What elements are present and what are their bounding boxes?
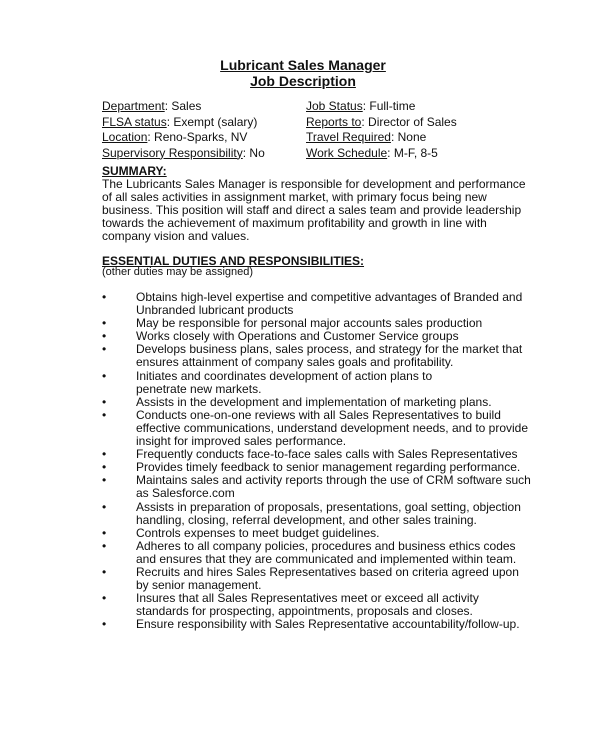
duty-list-item	[102, 540, 531, 566]
duty-list-item	[102, 527, 531, 540]
field-value: : No	[242, 145, 265, 160]
duty-text-line: Ensure responsibility with Sales Representative accountability/follow-up.	[136, 617, 520, 632]
field-value: : Exempt (salary)	[166, 114, 258, 129]
duty-list-item	[102, 409, 531, 448]
summary-line: The Lubricants Sales Manager is responsible for development and performance	[102, 177, 526, 191]
duty-text-line: Initiates and coordinates development of action plans to	[136, 368, 433, 383]
duty-text-line: Unbranded lubricant products	[136, 303, 294, 318]
summary-line: of all sales activities in assignment market, with primary focus being new	[102, 190, 487, 205]
summary-line: company vision and values.	[102, 229, 250, 244]
bullet-icon: •	[102, 447, 107, 462]
duty-text-line: Maintains sales and activity reports through the use of CRM software such	[136, 473, 531, 488]
field-value: : M-F, 8-5	[387, 145, 438, 160]
bullet-icon: •	[102, 407, 107, 422]
duties-list	[102, 291, 531, 631]
bullet-icon: •	[102, 342, 107, 357]
duty-text-line: ensures attainment of company sales goals and profitability.	[136, 355, 454, 370]
field-row	[306, 99, 457, 115]
field-label: Reports to	[306, 114, 362, 129]
bullet-icon: •	[102, 473, 107, 488]
field-label: Work Schedule	[306, 145, 388, 160]
field-label: Job Status	[306, 99, 363, 113]
field-row	[102, 115, 265, 131]
duty-text-line: standards for prospecting, appointments, proposals and closes.	[136, 604, 473, 619]
field-value: : Full-time	[362, 99, 416, 113]
duty-list-item	[102, 618, 531, 631]
field-value: : Reno-Sparks, NV	[147, 130, 248, 144]
duties-note: (other duties may be assigned)	[102, 266, 254, 278]
duty-text-line: Insures that all Sales Representatives meet or exceed all activity	[136, 591, 479, 606]
field-row	[102, 99, 265, 115]
field-row	[102, 130, 265, 146]
bullet-icon: •	[102, 617, 107, 632]
bullet-icon: •	[102, 525, 107, 540]
duty-text-line: handling, closing, referral development, and other sales training.	[136, 512, 477, 527]
field-label: FLSA status	[102, 114, 167, 129]
duty-list-item	[102, 566, 531, 592]
field-label: Travel Required	[306, 130, 391, 144]
duty-list-item	[102, 343, 531, 369]
duty-list-item	[102, 474, 531, 500]
field-label: Location	[102, 130, 148, 144]
duty-text-line: effective communications, understand development needs, and to provide	[136, 420, 529, 435]
duty-list-item	[102, 370, 531, 396]
summary-heading: SUMMARY:	[102, 164, 167, 178]
bullet-icon: •	[102, 394, 107, 409]
field-label: Supervisory Responsibility	[102, 145, 243, 160]
bullet-icon: •	[102, 290, 107, 304]
bullet-icon: •	[102, 564, 107, 579]
duty-text-line: Develops business plans, sales process, and strategy for the market that	[136, 342, 523, 357]
duty-text-line: Assists in preparation of proposals, presentations, goal setting, objection	[136, 499, 521, 514]
duty-text-line: May be responsible for personal major accounts sales production	[136, 316, 483, 331]
field-row	[306, 115, 457, 131]
duty-list-item	[102, 291, 531, 317]
field-row	[306, 130, 457, 146]
duties-heading: ESSENTIAL DUTIES AND RESPONSIBILITIES:	[102, 254, 365, 268]
duty-text-line: as Salesforce.com	[136, 486, 235, 501]
bullet-icon: •	[102, 591, 107, 606]
summary-line: business. This position will staff and direct a sales team and provide leadership	[102, 203, 522, 218]
duty-text-line: Recruits and hires Sales Representatives based on criteria agreed upon	[136, 564, 519, 579]
document-subtitle: Job Description	[250, 73, 356, 89]
bullet-icon: •	[102, 329, 107, 344]
duty-text-line: penetrate new markets.	[136, 381, 262, 396]
field-label: Department	[102, 99, 165, 113]
duty-text-line: Obtains high-level expertise and competitive advantages of Branded and	[136, 290, 523, 304]
field-value: : None	[390, 130, 427, 144]
bullet-icon: •	[102, 538, 107, 553]
duty-list-item	[102, 396, 531, 409]
duty-text-line: insight for improved sales performance.	[136, 434, 347, 449]
duty-list-item	[102, 501, 531, 527]
duty-text-line: Works closely with Operations and Customer Service groups	[136, 329, 459, 344]
field-row	[102, 146, 265, 162]
duty-text-line: Assists in the development and implementation of marketing plans.	[136, 394, 492, 409]
summary-line: towards the achievement of maximum profitability and growth in line with	[102, 216, 487, 231]
field-value: : Director of Sales	[361, 114, 457, 129]
bullet-icon: •	[102, 460, 107, 475]
duty-text-line: Conducts one-on-one reviews with all Sales Representatives to build	[136, 407, 501, 422]
field-row	[306, 146, 457, 162]
duty-text-line: Frequently conducts face-to-face sales calls with Sales Representatives	[136, 447, 518, 462]
bullet-icon: •	[102, 316, 107, 331]
bullet-icon: •	[102, 368, 107, 383]
duty-list-item	[102, 592, 531, 618]
fields-right-column	[306, 99, 457, 161]
duty-text-line: Adheres to all company policies, procedures and business ethics codes	[136, 538, 516, 553]
bullet-icon: •	[102, 499, 107, 514]
duty-text-line: Controls expenses to meet budget guidelines.	[136, 525, 380, 540]
summary-text	[102, 178, 526, 243]
fields-left-column	[102, 99, 265, 161]
duty-text-line: Provides timely feedback to senior management regarding performance.	[136, 460, 521, 475]
field-value: : Sales	[164, 99, 202, 113]
duty-text-line: and ensures that they are communicated and implemented within team.	[136, 551, 517, 566]
document-title: Lubricant Sales Manager	[220, 57, 386, 73]
duty-text-line: by senior management.	[136, 578, 262, 593]
